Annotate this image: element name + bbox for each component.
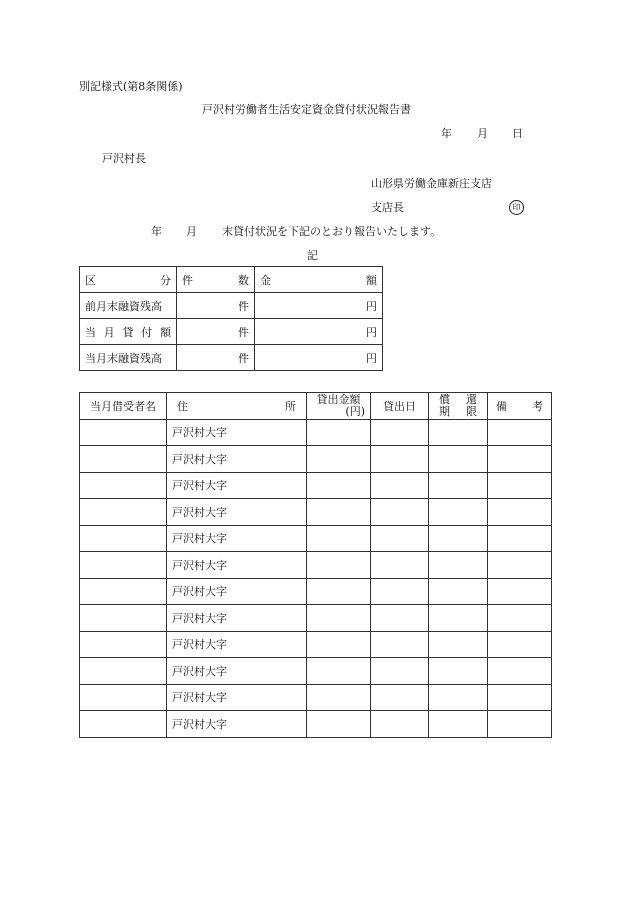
address-cell: 戸沢村大字	[167, 658, 307, 685]
address-cell: 戸沢村大字	[167, 525, 307, 552]
borrower-row	[80, 472, 552, 499]
header-loan-date: 貸出日	[371, 393, 429, 420]
repayment-deadline-cell[interactable]	[429, 578, 488, 605]
remarks-cell[interactable]	[488, 658, 552, 685]
repayment-deadline-cell[interactable]	[429, 658, 488, 685]
document-title: 戸沢村労働者生活安定資金貸付状況報告書	[202, 103, 411, 116]
remarks-cell[interactable]	[488, 525, 552, 552]
borrower-name-cell[interactable]	[80, 578, 167, 605]
address-cell: 戸沢村大字	[167, 578, 307, 605]
loan-date-cell[interactable]	[371, 552, 429, 579]
repayment-deadline-cell[interactable]	[429, 684, 488, 711]
borrower-name-cell[interactable]	[80, 658, 167, 685]
address-cell: 戸沢村大字	[167, 552, 307, 579]
loan-amount-cell[interactable]	[307, 605, 371, 632]
loan-amount-cell[interactable]	[307, 446, 371, 473]
borrower-row	[80, 446, 552, 473]
loan-date-cell[interactable]	[371, 446, 429, 473]
form-number: 別記様式(第8条関係)	[79, 80, 183, 93]
summary-row	[80, 319, 383, 345]
borrower-name-cell[interactable]	[80, 631, 167, 658]
loan-amount-cell[interactable]	[307, 472, 371, 499]
amount-cell: 円	[255, 293, 383, 319]
date-year-label: 年	[441, 127, 452, 140]
summary-header-row	[80, 267, 383, 293]
count-cell: 件	[177, 293, 255, 319]
borrower-name-cell[interactable]	[80, 525, 167, 552]
remarks-cell[interactable]	[488, 499, 552, 526]
address-cell: 戸沢村大字	[167, 711, 307, 738]
borrower-row	[80, 684, 552, 711]
amount-cell: 円	[255, 345, 383, 371]
remarks-cell[interactable]	[488, 446, 552, 473]
remarks-cell[interactable]	[488, 605, 552, 632]
borrower-name-cell[interactable]	[80, 472, 167, 499]
remarks-cell[interactable]	[488, 711, 552, 738]
loan-date-cell[interactable]	[371, 658, 429, 685]
summary-table	[79, 266, 383, 371]
loan-date-cell[interactable]	[371, 711, 429, 738]
date-day-label: 日	[512, 127, 523, 140]
borrower-row	[80, 499, 552, 526]
addressee: 戸沢村長	[102, 152, 146, 165]
sender-title: 支店長	[371, 201, 404, 214]
address-cell: 戸沢村大字	[167, 631, 307, 658]
remarks-cell[interactable]	[488, 684, 552, 711]
borrower-name-cell[interactable]	[80, 499, 167, 526]
header-loan-amount	[307, 393, 371, 420]
repayment-deadline-cell[interactable]	[429, 711, 488, 738]
row-label: 当月貸付額	[80, 319, 177, 345]
address-cell: 戸沢村大字	[167, 446, 307, 473]
borrower-table	[79, 392, 552, 738]
address-cell: 戸沢村大字	[167, 684, 307, 711]
loan-amount-cell[interactable]	[307, 631, 371, 658]
loan-amount-cell[interactable]	[307, 578, 371, 605]
loan-date-cell[interactable]	[371, 605, 429, 632]
loan-date-cell[interactable]	[371, 499, 429, 526]
borrower-name-cell[interactable]	[80, 552, 167, 579]
loan-amount-cell[interactable]	[307, 552, 371, 579]
summary-row	[80, 345, 383, 371]
header-address: 住所	[167, 393, 307, 420]
borrower-name-cell[interactable]	[80, 605, 167, 632]
borrower-name-cell[interactable]	[80, 419, 167, 446]
repay-line1: 償還	[439, 393, 477, 407]
loan-amount-cell[interactable]	[307, 525, 371, 552]
loan-date-cell[interactable]	[371, 684, 429, 711]
borrower-row	[80, 711, 552, 738]
header-remarks: 備考	[488, 393, 552, 420]
header-count: 件数	[177, 267, 255, 293]
address-cell: 戸沢村大字	[167, 605, 307, 632]
repayment-deadline-cell[interactable]	[429, 631, 488, 658]
loan-date-cell[interactable]	[371, 631, 429, 658]
repayment-deadline-cell[interactable]	[429, 499, 488, 526]
borrower-row	[80, 658, 552, 685]
report-statement: 末貸付状況を下記のとおり報告いたします。	[222, 225, 442, 238]
header-repayment-deadline	[429, 393, 488, 420]
report-year-label: 年	[151, 225, 162, 238]
borrower-row	[80, 525, 552, 552]
repayment-deadline-cell[interactable]	[429, 446, 488, 473]
borrower-header-row	[80, 393, 552, 420]
borrower-name-cell[interactable]	[80, 446, 167, 473]
header-borrower: 当月借受者名	[80, 393, 167, 420]
borrower-row	[80, 419, 552, 446]
row-label: 当月末融資残高	[80, 345, 177, 371]
remarks-cell[interactable]	[488, 419, 552, 446]
count-cell: 件	[177, 345, 255, 371]
borrower-rows	[80, 419, 552, 737]
borrower-name-cell[interactable]	[80, 711, 167, 738]
remarks-cell[interactable]	[488, 552, 552, 579]
loan-amount-cell[interactable]	[307, 658, 371, 685]
loan-amount-cell[interactable]	[307, 684, 371, 711]
loan-date-cell[interactable]	[371, 578, 429, 605]
repay-line2: 期限	[439, 404, 477, 418]
date-month-label: 月	[477, 127, 488, 140]
report-month-label: 月	[186, 225, 197, 238]
loan-amount-line1: 貸出金額	[316, 393, 361, 407]
loan-amount-cell[interactable]	[307, 419, 371, 446]
remarks-cell[interactable]	[488, 472, 552, 499]
loan-date-cell[interactable]	[371, 525, 429, 552]
loan-date-cell[interactable]	[371, 419, 429, 446]
loan-amount-line2: (円)	[345, 404, 365, 418]
borrower-row	[80, 552, 552, 579]
address-cell: 戸沢村大字	[167, 419, 307, 446]
repayment-deadline-cell[interactable]	[429, 605, 488, 632]
loan-date-cell[interactable]	[371, 472, 429, 499]
repayment-deadline-cell[interactable]	[429, 552, 488, 579]
repayment-deadline-cell[interactable]	[429, 419, 488, 446]
loan-amount-cell[interactable]	[307, 711, 371, 738]
header-category: 区分	[80, 267, 177, 293]
repayment-deadline-cell[interactable]	[429, 472, 488, 499]
header-amount: 金額	[255, 267, 383, 293]
loan-amount-cell[interactable]	[307, 499, 371, 526]
borrower-row	[80, 631, 552, 658]
remarks-cell[interactable]	[488, 578, 552, 605]
borrower-name-cell[interactable]	[80, 684, 167, 711]
address-cell: 戸沢村大字	[167, 499, 307, 526]
remarks-cell[interactable]	[488, 631, 552, 658]
address-cell: 戸沢村大字	[167, 472, 307, 499]
row-label: 前月末融資残高	[80, 293, 177, 319]
summary-row	[80, 293, 383, 319]
borrower-row	[80, 605, 552, 632]
borrower-row	[80, 578, 552, 605]
amount-cell: 円	[255, 319, 383, 345]
count-cell: 件	[177, 319, 255, 345]
ki-heading: 記	[307, 249, 318, 262]
repayment-deadline-cell[interactable]	[429, 525, 488, 552]
sender-organization: 山形県労働金庫新庄支店	[371, 177, 492, 190]
seal-mark: 印	[509, 200, 524, 215]
